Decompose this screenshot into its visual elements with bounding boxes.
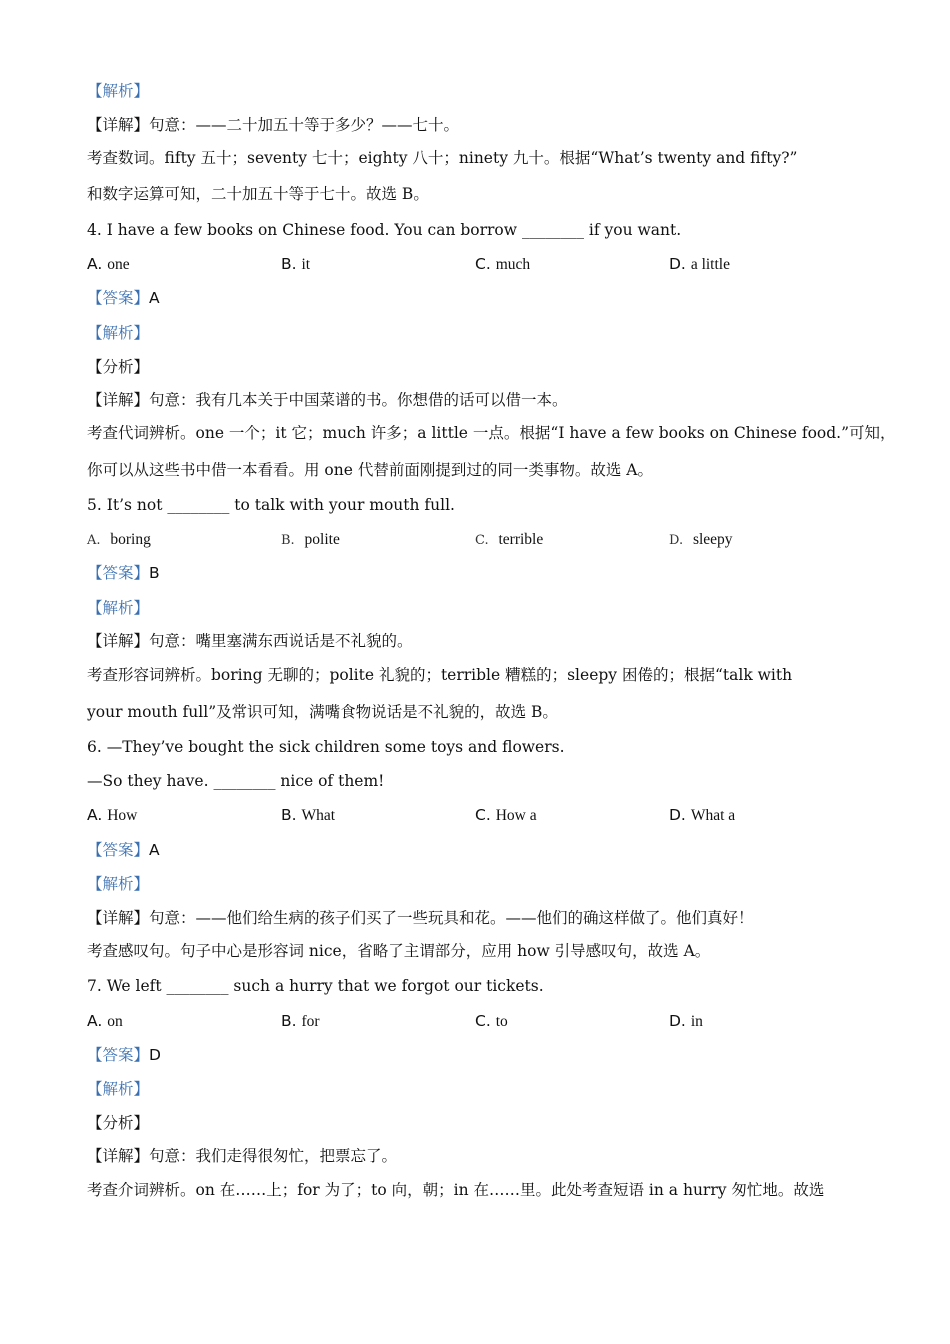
- detail-text: 【详解】句意：我们走得很匆忙，把票忘了。: [87, 1147, 398, 1165]
- option-c: C. to: [475, 1012, 508, 1030]
- answer-line: [87, 840, 160, 860]
- option-b: B. it: [281, 255, 311, 273]
- explanation-text: your mouth full”及常识可知，满嘴食物说话是不礼貌的，故选 B。: [87, 703, 558, 721]
- fenxi-tag: 【分析】: [87, 1114, 150, 1132]
- answer-line: [87, 288, 160, 308]
- answer-line: [87, 1045, 161, 1065]
- answer-value: A: [149, 289, 160, 307]
- answer-value: A: [149, 841, 160, 859]
- explanation-text: 考查代词辨析。one 一个；it 它；much 许多；a little 一点。根据“I have a few books on Chinese food.”可知，: [87, 424, 896, 442]
- explanation-text: 考查介词辨析。on 在……上；for 为了；to 向，朝；in 在……里。此处考查短语 in a hurry 匆忙地。故选: [87, 1181, 825, 1199]
- option-d: D. sleepy: [669, 531, 733, 548]
- question-stem: 4. I have a few books on Chinese food. You can borrow ________ if you want.: [87, 221, 682, 239]
- option-d: D. in: [669, 1012, 703, 1030]
- answer-tag: 【答案】: [87, 289, 150, 307]
- detail-text: 【详解】句意：——他们给生病的孩子们买了一些玩具和花。——他们的确这样做了。他们真好！: [87, 909, 754, 927]
- question-stem: 7. We left ________ such a hurry that we forgot our tickets.: [87, 977, 544, 995]
- analysis-tag: 【解析】: [87, 1080, 150, 1098]
- answer-line: [87, 563, 160, 583]
- option-c: C. terrible: [475, 531, 544, 548]
- explanation-text: 考查感叹句。句子中心是形容词 nice，省略了主谓部分，应用 how 引导感叹句，故选 A。: [87, 942, 711, 960]
- option-d: D. a little: [669, 255, 730, 273]
- analysis-tag: 【解析】: [87, 82, 150, 100]
- explanation-text: 和数字运算可知，二十加五十等于七十。故选 B。: [87, 185, 429, 203]
- option-a: A. boring: [87, 531, 151, 548]
- option-d: D. What a: [669, 806, 736, 824]
- explanation-text: 你可以从这些书中借一本看看。用 one 代替前面刚提到过的同一类事物。故选 A。: [87, 461, 653, 479]
- option-a: A. on: [87, 1012, 123, 1030]
- fenxi-tag: 【分析】: [87, 358, 150, 376]
- analysis-tag: 【解析】: [87, 599, 150, 617]
- answer-tag: 【答案】: [87, 564, 150, 582]
- analysis-tag: 【解析】: [87, 324, 150, 342]
- option-b: B. for: [281, 1012, 320, 1030]
- answer-tag: 【答案】: [87, 841, 150, 859]
- option-c: C. How a: [475, 806, 537, 824]
- answer-value: D: [149, 1046, 161, 1064]
- question-stem: 5. It’s not ________ to talk with your mouth full.: [87, 496, 455, 514]
- question-stem: —So they have. ________ nice of them!: [87, 772, 385, 790]
- answer-tag: 【答案】: [87, 1046, 150, 1064]
- option-a: A. How: [87, 806, 138, 824]
- detail-text: 【详解】句意：嘴里塞满东西说话是不礼貌的。: [87, 632, 413, 650]
- option-c: C. much: [475, 255, 531, 273]
- analysis-tag: 【解析】: [87, 875, 150, 893]
- answer-value: B: [149, 564, 160, 582]
- option-b: B. What: [281, 806, 336, 824]
- option-a: A. one: [87, 255, 130, 273]
- detail-text: 【详解】句意：——二十加五十等于多少？——七十。: [87, 116, 460, 134]
- explanation-text: 考查数词。fifty 五十；seventy 七十；eighty 八十；ninety 九十。根据“What’s twenty and fifty?”: [87, 149, 798, 167]
- detail-text: 【详解】句意：我有几本关于中国菜谱的书。你想借的话可以借一本。: [87, 391, 568, 409]
- option-b: B. polite: [281, 531, 340, 548]
- question-stem: 6. —They’ve bought the sick children some toys and flowers.: [87, 738, 565, 756]
- explanation-text: 考查形容词辨析。boring 无聊的；polite 礼貌的；terrible 糟糕的；sleepy 困倦的；根据“talk with: [87, 666, 793, 684]
